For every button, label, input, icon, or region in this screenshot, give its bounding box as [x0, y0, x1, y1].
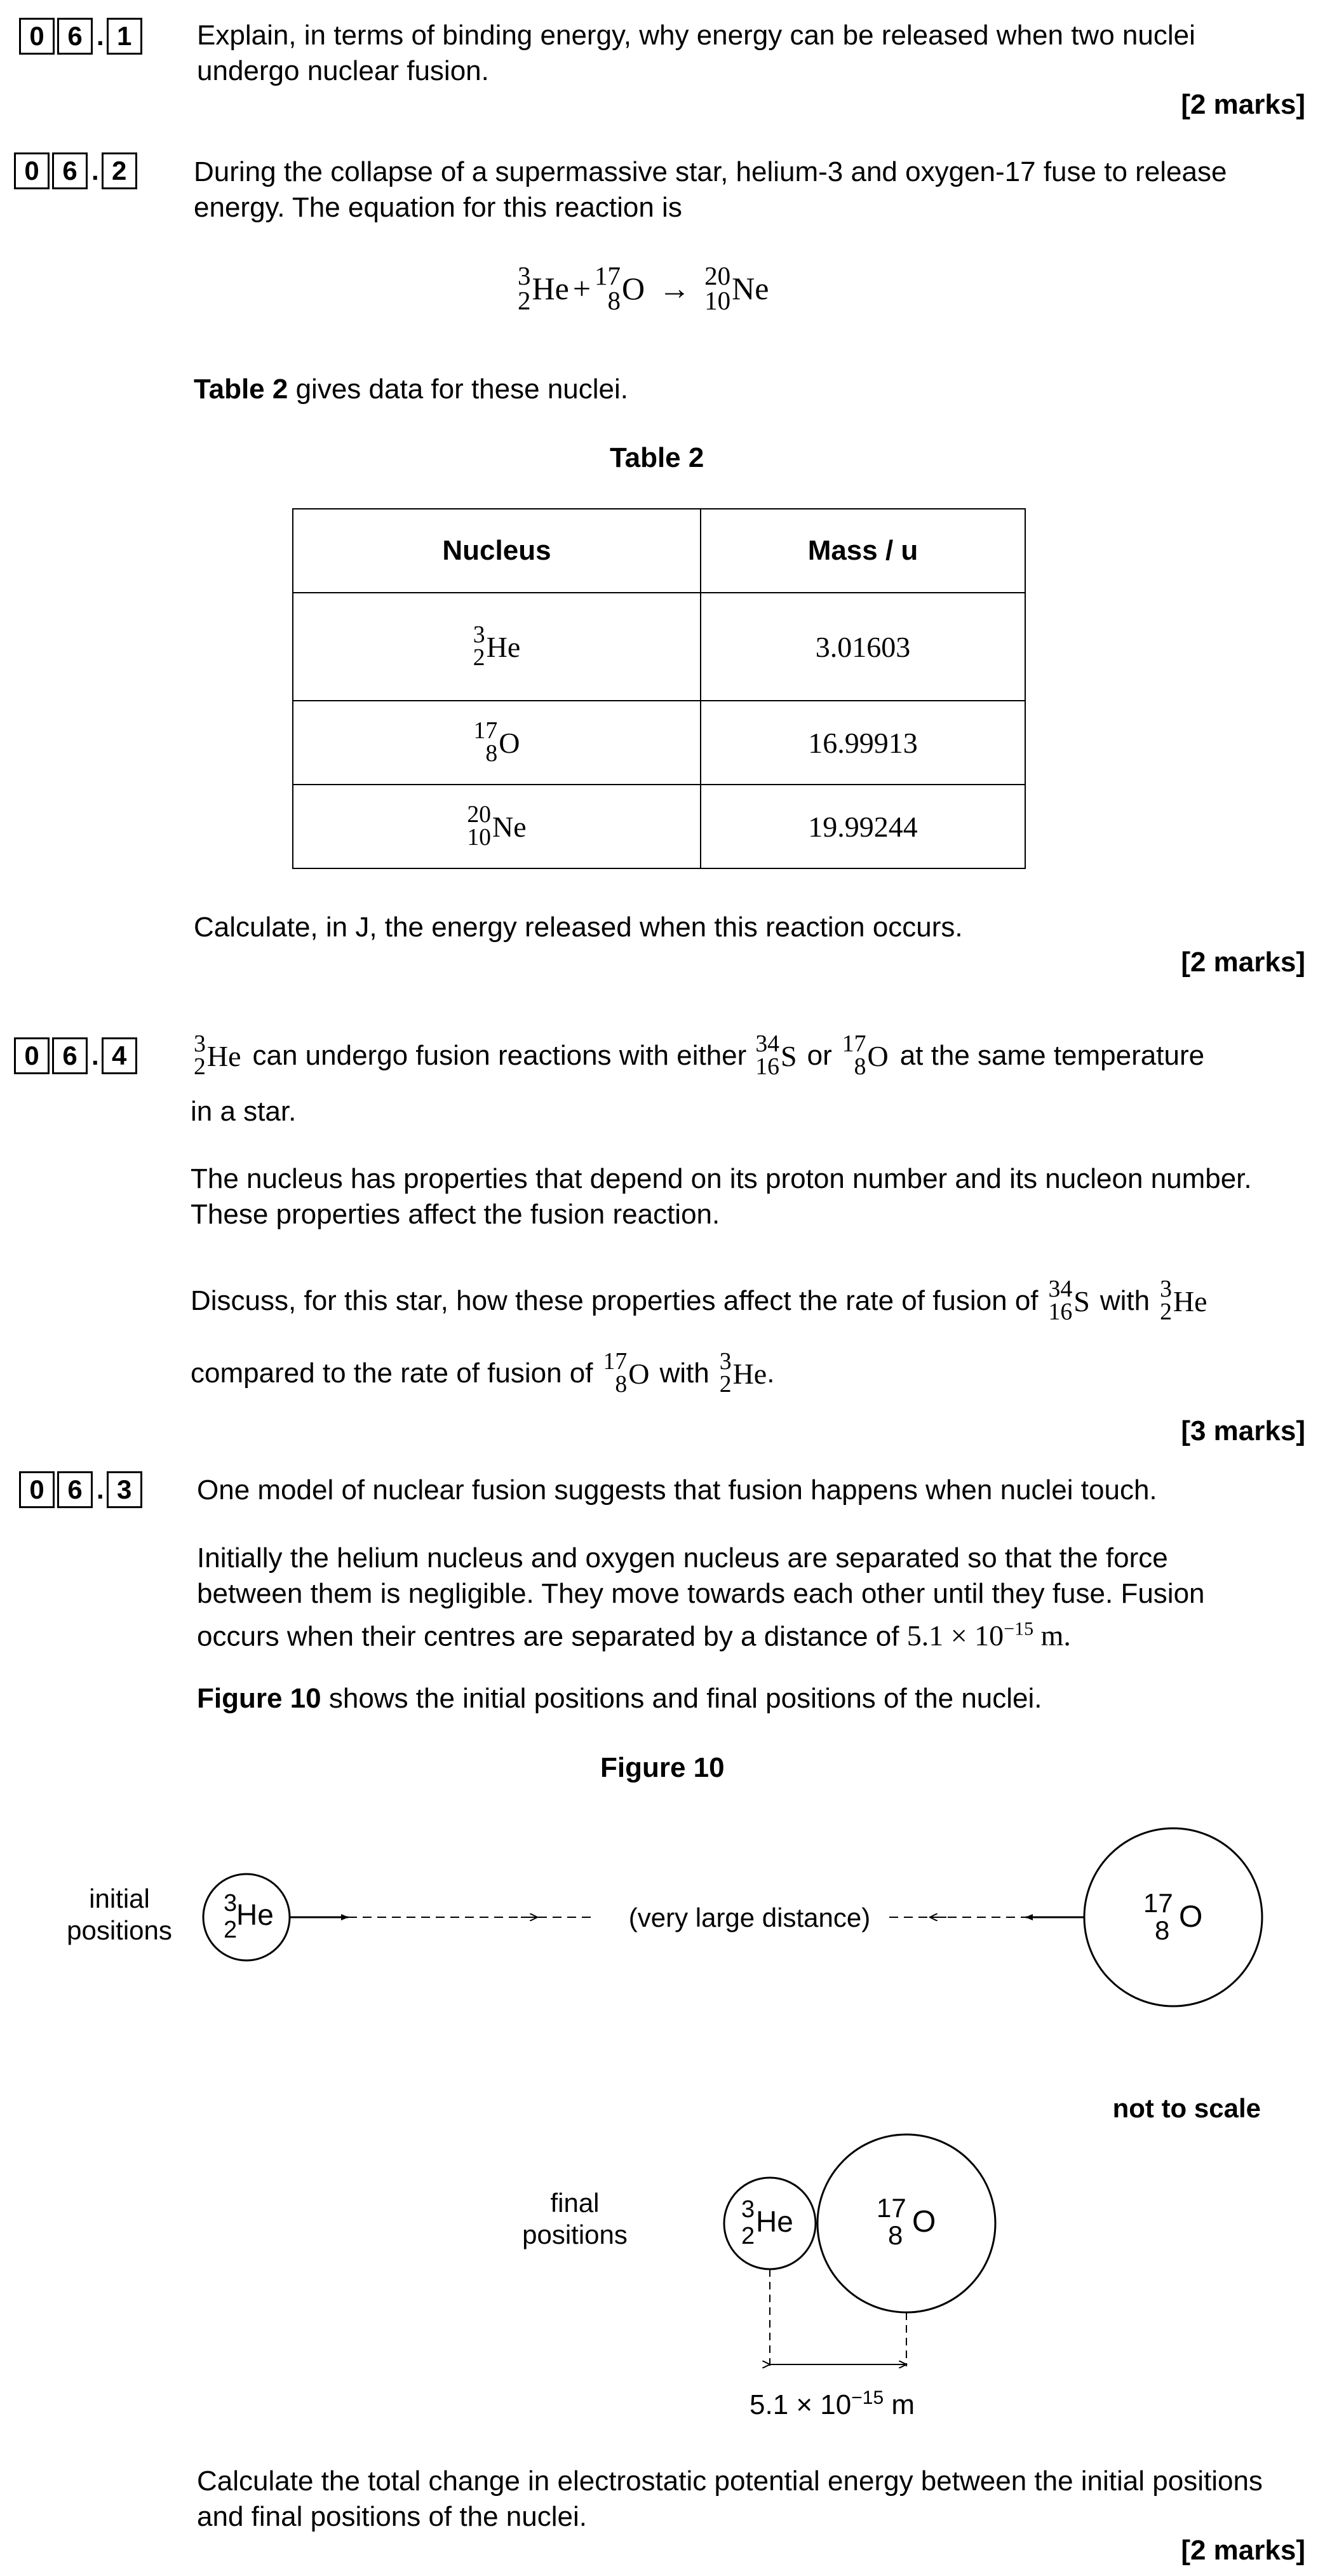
table-cell-nucleus: 20 10 Ne	[293, 785, 701, 868]
qnum-digit: 0	[19, 18, 55, 55]
distance-label: (very large distance)	[628, 1903, 871, 1932]
qnum-digit: 0	[19, 1471, 55, 1508]
qnum-digit: 6	[52, 152, 88, 189]
figure-reference: Figure 10 shows the initial positions and final positions of the nuclei.	[197, 1683, 1042, 1714]
table-reference: Table 2 gives data for these nuclei.	[194, 374, 629, 405]
nuclide-s34: 34 16 S	[755, 1030, 797, 1080]
svg-text:He: He	[756, 2205, 793, 2238]
nuclide-o17: 17 8 O	[842, 1030, 889, 1080]
qnum-digit: 6	[57, 18, 93, 55]
nuclide-o17: 17 8 O	[603, 1348, 650, 1398]
svg-text:2: 2	[224, 1917, 238, 1943]
q4-para2: The nucleus has properties that depend on its proton number and its nucleon number. These properties affect the fusion reaction.	[191, 1163, 1252, 1230]
svg-text:17: 17	[1143, 1888, 1173, 1918]
nuclide-he3: 3 2 He	[194, 1030, 241, 1080]
qnum-digit: 6	[52, 1037, 88, 1074]
q3-question-b: and final positions of the nuclei.	[197, 2501, 587, 2532]
plus-sign: +	[572, 270, 591, 306]
q4-discuss-line2: compared to the rate of fusion of 17 8 O with 3 2 He .	[191, 1348, 775, 1398]
table-cell-mass: 16.99913	[701, 701, 1025, 785]
q4-line1-cont: in a star.	[191, 1096, 297, 1127]
qnum-dot: .	[91, 156, 99, 185]
nuclide-he3: 3 2 He	[1160, 1276, 1207, 1325]
nuclide-s34: 34 16 S	[1048, 1276, 1090, 1325]
q3-para2c: occurs when their centres are separated by a distance of $5.1 \times 10^{-15}$ m.	[197, 1619, 1071, 1652]
qnum-digit: 1	[107, 18, 142, 55]
table-title: Table 2	[610, 442, 704, 473]
table-cell-mass: 19.99244	[701, 785, 1025, 868]
qnum-dot: .	[97, 1474, 104, 1504]
figure-title: Figure 10	[600, 1752, 725, 1783]
nuclide-he3: 3 2 He	[719, 1348, 767, 1398]
o-nucleus-final	[817, 2134, 995, 2312]
q3-para2a: Initially the helium nucleus and oxygen nucleus are separated so that the force	[197, 1542, 1168, 1574]
distance-value: $5.1 \times 10^{-15}$ m.	[906, 1619, 1071, 1652]
nuclide-ne20: 20 10 Ne	[704, 261, 769, 315]
q4-marks: [3 marks]	[1181, 1415, 1305, 1446]
initial-label-2: positions	[67, 1915, 172, 1945]
svg-text:17: 17	[877, 2193, 906, 2223]
svg-text:O: O	[1179, 1900, 1203, 1934]
svg-text:3: 3	[224, 1890, 238, 1917]
svg-text:8: 8	[1155, 1915, 1170, 1945]
q3-line1: One model of nuclear fusion suggests that fusion happens when nuclei touch.	[197, 1474, 1157, 1506]
qnum-digit: 6	[57, 1471, 93, 1508]
final-label-1: final	[550, 2188, 600, 2218]
svg-text:He: He	[236, 1898, 274, 1931]
q2-question: Calculate, in J, the energy released when this reaction occurs.	[194, 912, 963, 943]
q2-marks: [2 marks]	[1181, 947, 1305, 978]
svg-text:2: 2	[741, 2223, 755, 2249]
qnum-digit: 0	[14, 152, 50, 189]
q3-question-a: Calculate the total change in electrostatic potential energy between the initial positions	[197, 2465, 1263, 2497]
initial-label-1: initial	[89, 1884, 150, 1913]
svg-text:3: 3	[741, 2196, 755, 2223]
o-nucleus-initial	[1084, 1828, 1262, 2006]
table-cell-mass: 3.01603	[701, 593, 1025, 701]
q4-discuss-line1: Discuss, for this star, how these properties affect the rate of fusion of 34 16 S with 3 2 He	[191, 1276, 1207, 1325]
reaction-arrow: →	[659, 270, 691, 306]
q4-line1: 3 2 He can undergo fusion reactions with either 34 16 S or 17 8 O at the same temperature	[194, 1030, 1205, 1080]
separation-label: $5.1 \times 10^{-15}$ m	[750, 2387, 915, 2420]
table-cell-nucleus: 3 2 He	[293, 593, 701, 701]
table-cell-nucleus: 17 8 O	[293, 701, 701, 785]
q2-intro: During the collapse of a supermassive star, helium-3 and oxygen-17 fuse to release energy. The equation for this reaction is	[194, 156, 1227, 223]
svg-text:O: O	[912, 2205, 936, 2239]
q3-marks: [2 marks]	[1181, 2535, 1305, 2566]
svg-text:8: 8	[888, 2220, 903, 2250]
q1-text: Explain, in terms of binding energy, why energy can be released when two nuclei undergo nuclear fusion.	[197, 20, 1195, 86]
q3-para2b: between them is negligible. They move towards each other until they fuse. Fusion	[197, 1578, 1205, 1609]
qnum-digit: 0	[14, 1037, 50, 1074]
qnum-dot: .	[97, 21, 104, 51]
table-header-nucleus: Nucleus	[293, 509, 701, 593]
nuclide-o17: 17 8 O	[595, 261, 645, 315]
qnum-dot: .	[91, 1041, 99, 1070]
qnum-digit: 2	[102, 152, 137, 189]
qnum-digit: 3	[107, 1471, 142, 1508]
qnum-digit: 4	[102, 1037, 137, 1074]
final-label-2: positions	[522, 2220, 628, 2249]
nuclide-he3: 3 2 He	[518, 261, 569, 315]
q1-marks: [2 marks]	[1181, 89, 1305, 120]
table-header-mass: Mass / u	[701, 509, 1025, 593]
not-to-scale-label: not to scale	[1112, 2093, 1261, 2123]
